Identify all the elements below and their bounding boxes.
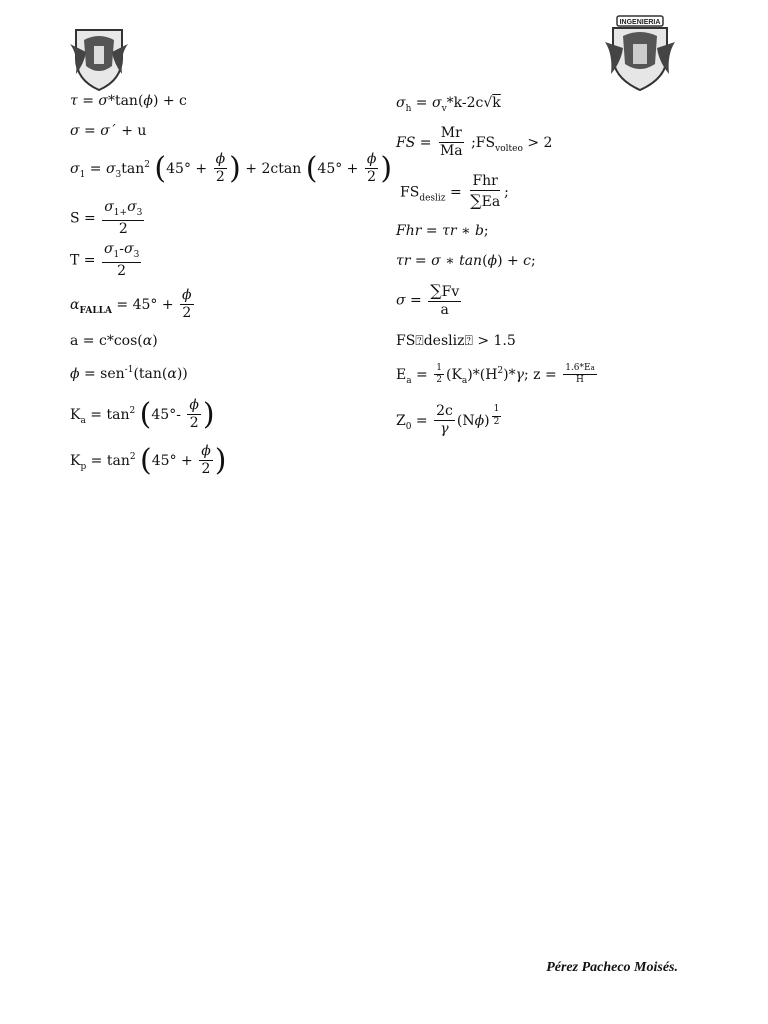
ingenieria-logo [603,12,677,92]
sliding-safety-formula: $FS_{desliz}$ = $\frac{\text{Fhr}}{\sum Ea}$ ; [400,173,509,211]
passive-coefficient-formula: $K_p = \tan^2 (45^\circ$ + $\frac{\phi}{2}$ ) [70,442,227,478]
shear-strength-formula: τ = σ*tan(ϕ) + c [70,93,187,109]
unam-shield-icon [68,24,130,92]
horizontal-stress-formula: $\sigma_h = \sigma_v*k-2c√k$ [396,95,501,114]
sliding-threshold-text: FS⍰desliz⍰ > 1.5 [396,333,516,349]
max-shear-formula: T = $\frac{\sigma_1-\sigma_3}{2}$ [70,241,140,279]
principal-stress-formula: $\sigma_1 = \sigma_3\tan^2$ (45° + $\frac{\phi}{2}$ ) + 2ctan (45° + $\frac{\phi}{2}$ ) [70,150,393,186]
unam-logo [68,24,130,92]
overturning-safety-formula: FS = $\frac{Mr}{Ma}$ $;FS_{volteo} > 2$ [396,125,553,160]
mean-stress-formula: S = $\frac{\sigma_{1+}\sigma_3}{2}$ [70,199,143,237]
ingenieria-shield-icon [603,12,677,92]
base-stress-formula: σ = $\frac{\sum Fv}{a}$ [396,281,460,319]
effective-stress-formula: σ = σ´ + u [70,123,147,139]
tension-crack-depth-formula: $Z_0$ = $\frac{2c}{\gamma}$ (Nϕ) $^{\frac{1}{2}}$ [396,403,500,438]
resisting-shear-formula: τr = σ ∗ tan(ϕ) + c; [396,253,536,269]
friction-angle-formula: ϕ = sen$^{-1}$(tan(α)) [70,365,188,382]
author-name: Pérez Pacheco Moisés. [546,960,678,975]
active-thrust-formula: $E_a$ = $\frac{1}{2}$ $(K_a)*(H^2)*\gamma$; z = $\frac{1.6*Ea}{H}$ [396,363,595,386]
ingenieria-logo-label: INGENIERIA [619,19,661,26]
resisting-force-formula: Fhr = τr ∗ b; [396,223,489,239]
active-coefficient-formula: $K_a = \tan^2 (45^\circ-$ $\frac{\phi}{2}$ ) [70,396,215,432]
cohesion-cos-formula: a = c*cos(α) [70,333,158,349]
failure-angle-formula: $\alpha_{FALLA} = 45^\circ$ + $\frac{\phi}{2}$ [70,287,192,322]
